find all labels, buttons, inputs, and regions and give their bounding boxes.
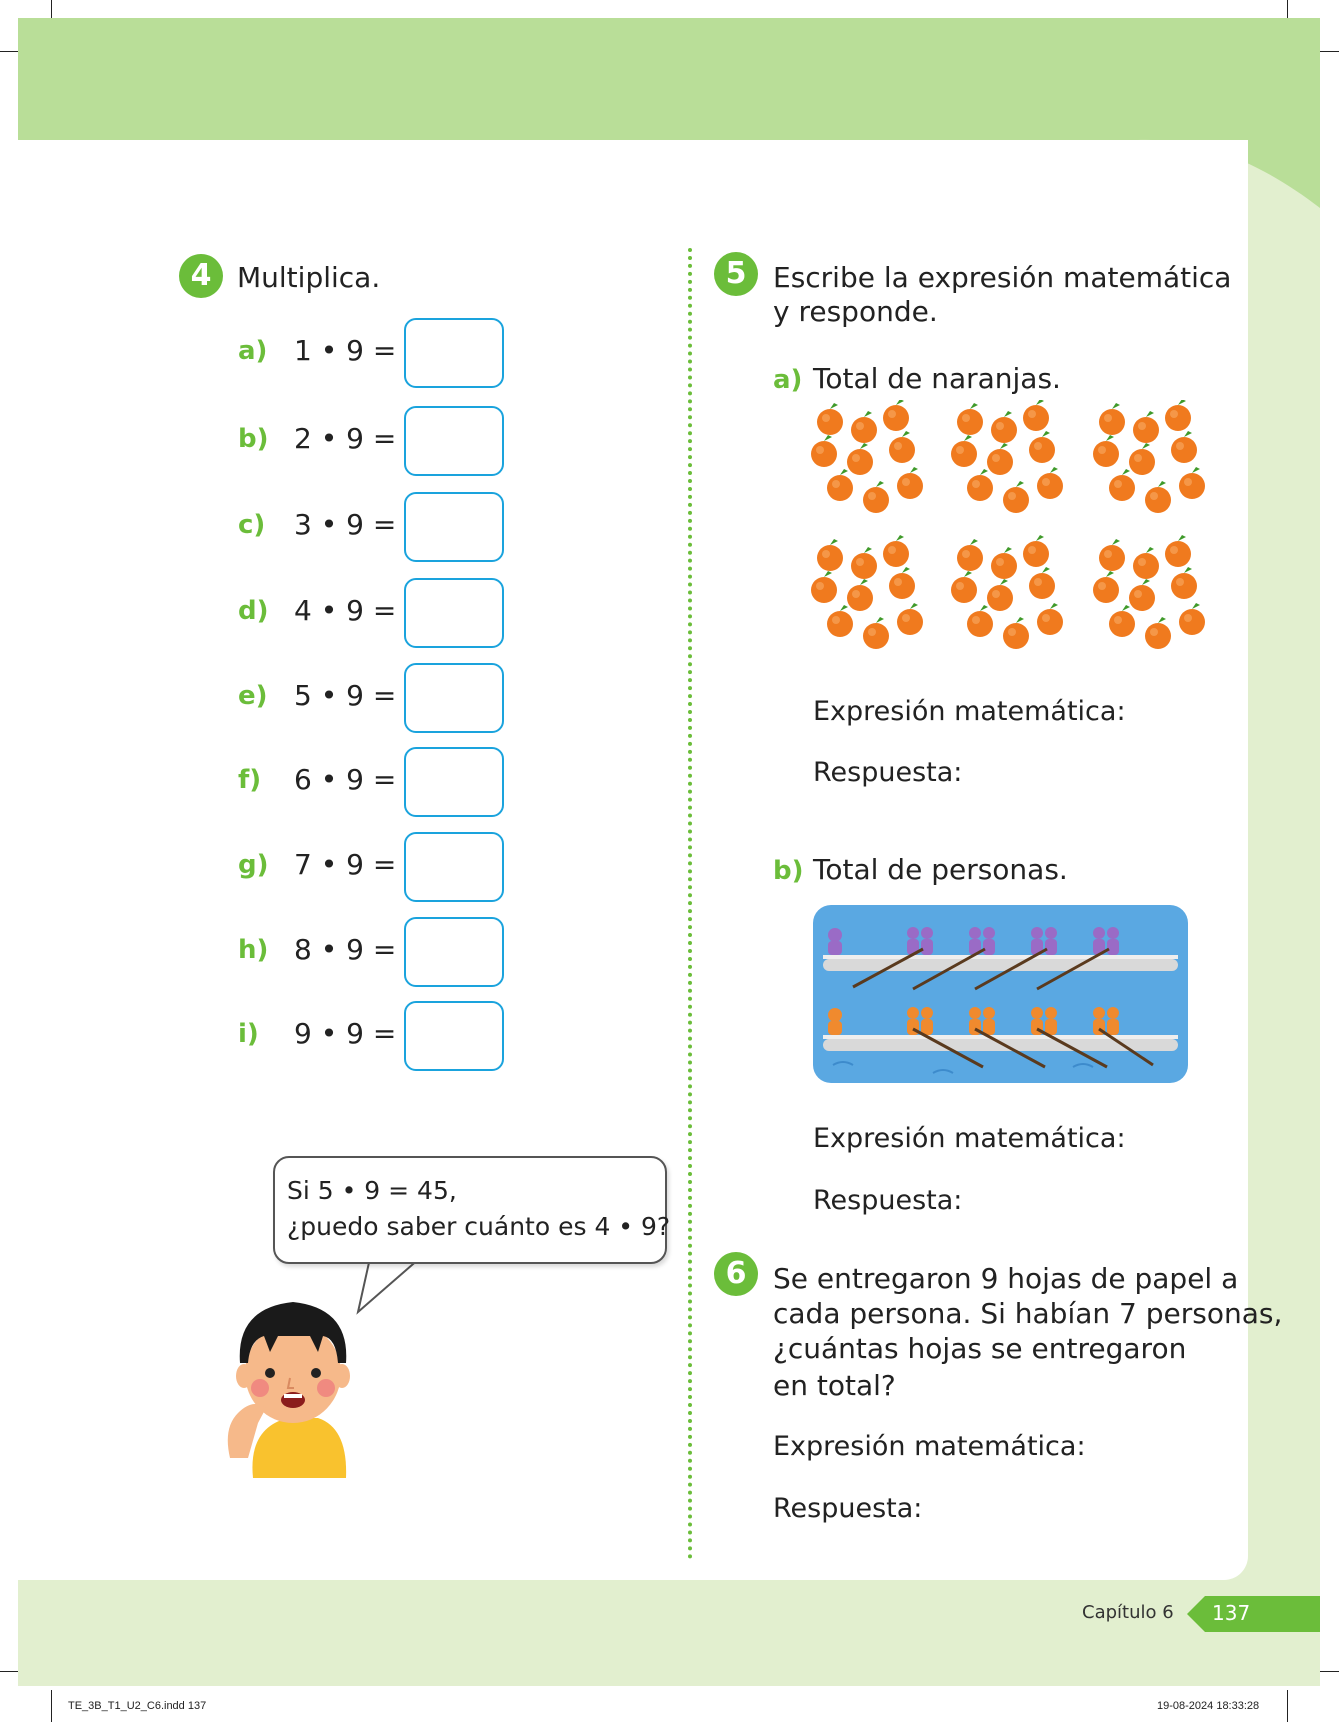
answer-box[interactable] (404, 492, 504, 562)
part-a-answer-label: Respuesta: (813, 757, 963, 788)
exercise-6-line-2: cada persona. Si habían 7 personas, (773, 1297, 1283, 1330)
answer-box[interactable] (404, 1001, 504, 1071)
item-expression: 6 • 9 = (294, 763, 397, 796)
item-letter: g) (238, 850, 269, 880)
crop-mark (51, 1690, 52, 1722)
orange-group (1093, 535, 1205, 649)
orange-group (811, 535, 923, 649)
part-a-expression-label: Expresión matemática: (813, 696, 1126, 727)
speech-bubble (273, 1156, 671, 1264)
orange-group (811, 400, 923, 513)
item-letter: c) (238, 510, 266, 540)
item-expression: 4 • 9 = (294, 594, 397, 627)
exercise-5-title-line-1: Escribe la expresión matemática (773, 261, 1232, 294)
page-number-tab (1187, 1596, 1320, 1632)
orange-group (951, 535, 1063, 649)
oranges-illustration (808, 400, 1208, 670)
boy-illustration (218, 1278, 368, 1478)
exercise-5-title-line-2: y responde. (773, 295, 938, 328)
answer-box[interactable] (404, 832, 504, 902)
exercise-6-answer-label: Respuesta: (773, 1493, 923, 1524)
rowing-boats-illustration (813, 905, 1188, 1083)
exercise-5-number: 5 (714, 252, 758, 296)
exercise-6-line-4: en total? (773, 1369, 896, 1402)
page-number: 137 (1212, 1601, 1251, 1625)
item-expression: 8 • 9 = (294, 933, 397, 966)
part-a-text: Total de naranjas. (813, 362, 1061, 395)
item-letter: h) (238, 935, 269, 965)
item-letter: d) (238, 596, 269, 626)
exercise-6-expression-label: Expresión matemática: (773, 1431, 1086, 1462)
item-expression: 5 • 9 = (294, 679, 397, 712)
item-expression: 3 • 9 = (294, 508, 397, 541)
item-expression: 7 • 9 = (294, 848, 397, 881)
answer-box[interactable] (404, 406, 504, 476)
item-expression: 9 • 9 = (294, 1017, 397, 1050)
item-letter: i) (238, 1019, 259, 1049)
part-b-text: Total de personas. (813, 853, 1068, 886)
answer-box[interactable] (404, 747, 504, 817)
date-slug: 19-08-2024 18:33:28 (1157, 1700, 1260, 1712)
exercise-6-number: 6 (714, 1252, 758, 1296)
item-letter: b) (238, 424, 269, 454)
crop-mark (1287, 1690, 1288, 1722)
speech-line-2: ¿puedo saber cuánto es 4 • 9? (287, 1212, 671, 1241)
item-expression: 1 • 9 = (294, 334, 397, 367)
speech-line-1: Si 5 • 9 = 45, (287, 1176, 457, 1205)
orange-group (1093, 400, 1205, 513)
chapter-label: Capítulo 6 (1082, 1602, 1174, 1623)
item-letter: a) (238, 336, 268, 366)
part-b-letter: b) (773, 856, 804, 886)
answer-box[interactable] (404, 318, 504, 388)
item-expression: 2 • 9 = (294, 422, 397, 455)
answer-box[interactable] (404, 578, 504, 648)
exercise-4-number: 4 (179, 254, 223, 298)
part-a-letter: a) (773, 365, 803, 395)
exercise-4-title: Multiplica. (237, 261, 381, 294)
file-slug: TE_3B_T1_U2_C6.indd 137 (68, 1700, 207, 1712)
answer-box[interactable] (404, 663, 504, 733)
exercise-6-line-3: ¿cuántas hojas se entregaron (773, 1332, 1187, 1365)
orange-group (951, 400, 1063, 513)
exercise-6-line-1: Se entregaron 9 hojas de papel a (773, 1262, 1239, 1295)
part-b-answer-label: Respuesta: (813, 1185, 963, 1216)
column-divider (688, 248, 692, 1560)
item-letter: f) (238, 765, 262, 795)
item-letter: e) (238, 681, 268, 711)
answer-box[interactable] (404, 917, 504, 987)
part-b-expression-label: Expresión matemática: (813, 1123, 1126, 1154)
